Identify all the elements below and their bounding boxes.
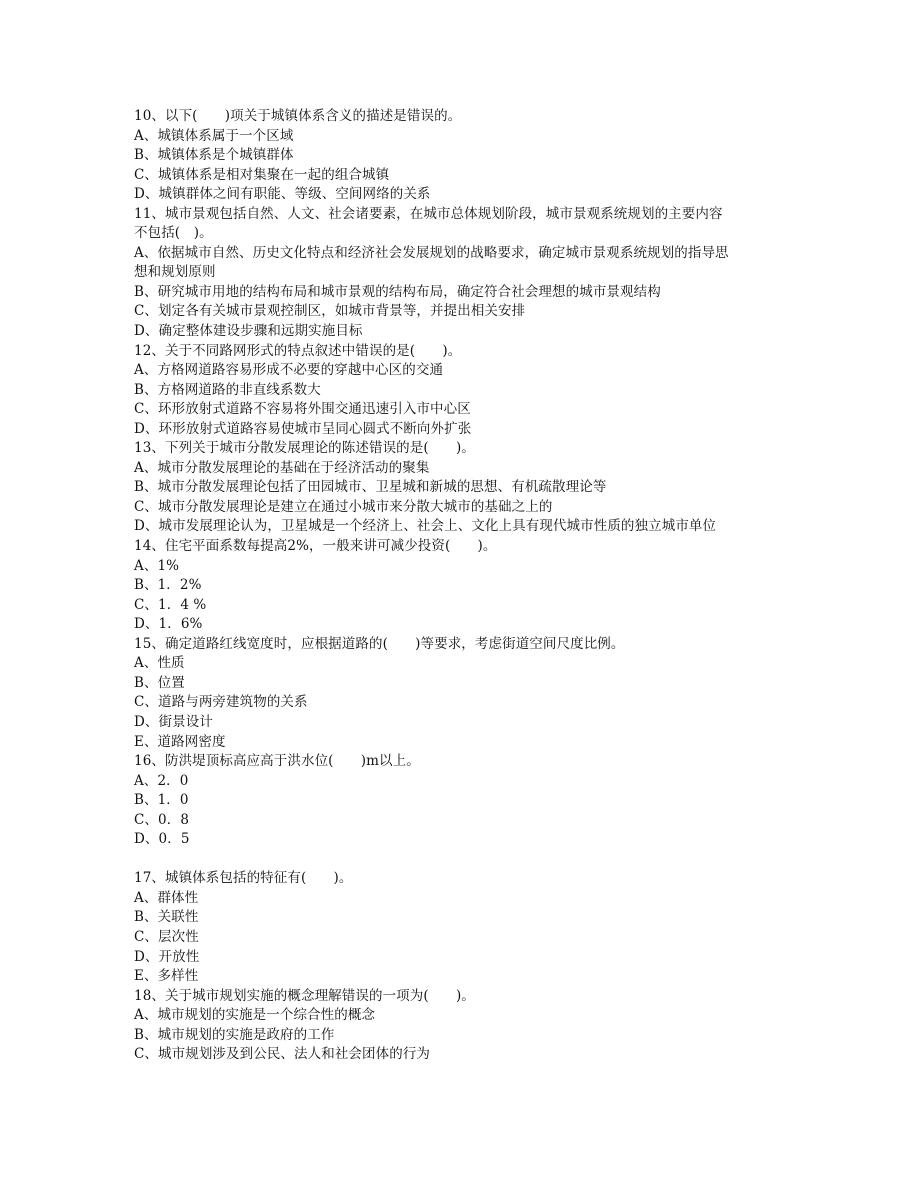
question-16: 16、防洪堤顶标高应高于洪水位( )m以上。 <box>134 753 420 770</box>
question-10-option-b: B、城镇体系是个城镇群体 <box>134 147 294 164</box>
question-11-line-2: 不包括( )。 <box>134 225 213 242</box>
question-14-option-d: D、1．6% <box>134 616 203 633</box>
question-17-option-a: A、群体性 <box>134 889 199 906</box>
question-18-option-c: C、城市规划涉及到公民、法人和社会团体的行为 <box>134 1046 431 1063</box>
question-13-option-b: B、城市分散发展理论包括了田园城市、卫星城和新城的思想、有机疏散理论等 <box>134 479 607 496</box>
question-10: 10、以下( )项关于城镇体系含义的描述是错误的。 <box>134 108 462 124</box>
question-11-option-a: A、依据城市自然、历史文化特点和经济社会发展规划的战略要求，确定城市景观系统规划的指导思 <box>134 244 729 261</box>
question-10-option-d: D、城镇群体之间有职能、等级、空间网络的关系 <box>134 186 431 203</box>
question-17-option-b: B、关联性 <box>134 909 199 926</box>
question-13-option-d: D、城市发展理论认为，卫星城是一个经济上、社会上、文化上具有现代城市性质的独立城市单位 <box>134 518 717 535</box>
question-17: 17、城镇体系包括的特征有( )。 <box>134 870 353 887</box>
question-11-option-b: B、研究城市用地的结构布局和城市景观的结构布局，确定符合社会理想的城市景观结构 <box>134 283 661 300</box>
question-14: 14、住宅平面系数每提高2%，一般来讲可减少投资( )。 <box>134 538 497 555</box>
question-12-option-b: B、方格网道路的非直线系数大 <box>134 381 321 398</box>
question-12-option-a: A、方格网道路容易形成不必要的穿越中心区的交通 <box>134 362 444 379</box>
blank-line <box>134 850 794 870</box>
question-11-line-1: 11、城市景观包括自然、人文、社会诸要素，在城市总体规划阶段，城市景观系统规划的主要内容 <box>134 205 723 222</box>
question-15-option-a: A、性质 <box>134 655 185 672</box>
question-12-option-c: C、环形放射式道路不容易将外围交通迅速引入市中心区 <box>134 401 471 418</box>
question-11-option-d: D、确定整体建设步骤和远期实施目标 <box>134 323 363 340</box>
document-body <box>134 107 794 1065</box>
question-12-option-d: D、环形放射式道路容易使城市呈同心圆式不断向外扩张 <box>134 420 472 437</box>
question-17-option-c: C、层次性 <box>134 928 199 945</box>
question-10-option-c: C、城镇体系是相对集聚在一起的组合城镇 <box>134 166 390 183</box>
question-15-option-d: D、街景设计 <box>134 713 213 730</box>
question-16-option-d: D、0．5 <box>134 831 190 848</box>
question-14-option-c: C、1．4 % <box>134 596 207 613</box>
question-11-option-c: C、划定各有关城市景观控制区，如城市背景等，并提出相关安排 <box>134 303 526 320</box>
question-13: 13、下列关于城市分散发展理论的陈述错误的是( )。 <box>134 440 475 457</box>
question-16-option-c: C、0．8 <box>134 811 190 828</box>
question-14-option-b: B、1．2% <box>134 577 202 594</box>
question-17-option-e: E、多样性 <box>134 968 199 985</box>
question-10-option-a: A、城镇体系属于一个区域 <box>134 127 294 144</box>
question-11-option-a-cont: 想和规划原则 <box>134 264 216 281</box>
question-16-option-a: A、2．0 <box>134 772 189 789</box>
question-17-option-d: D、开放性 <box>134 948 200 965</box>
question-13-option-a: A、城市分散发展理论的基础在于经济活动的聚集 <box>134 459 430 476</box>
question-14-option-a: A、1% <box>134 557 180 574</box>
question-15: 15、确定道路红线宽度时，应根据道路的( )等要求，考虑街道空间尺度比例。 <box>134 635 625 652</box>
question-18: 18、关于城市规划实施的概念理解错误的一项为( )。 <box>134 987 475 1004</box>
question-15-option-c: C、道路与两旁建筑物的关系 <box>134 694 308 711</box>
question-15-option-e: E、道路网密度 <box>134 733 226 750</box>
question-18-option-a: A、城市规划的实施是一个综合性的概念 <box>134 1007 376 1024</box>
question-18-option-b: B、城市规划的实施是政府的工作 <box>134 1026 335 1043</box>
question-16-option-b: B、1．0 <box>134 792 189 809</box>
question-13-option-c: C、城市分散发展理论是建立在通过小城市来分散大城市的基础之上的 <box>134 498 553 515</box>
question-15-option-b: B、位置 <box>134 674 185 691</box>
question-12: 12、关于不同路网形式的特点叙述中错误的是( )。 <box>134 342 462 359</box>
